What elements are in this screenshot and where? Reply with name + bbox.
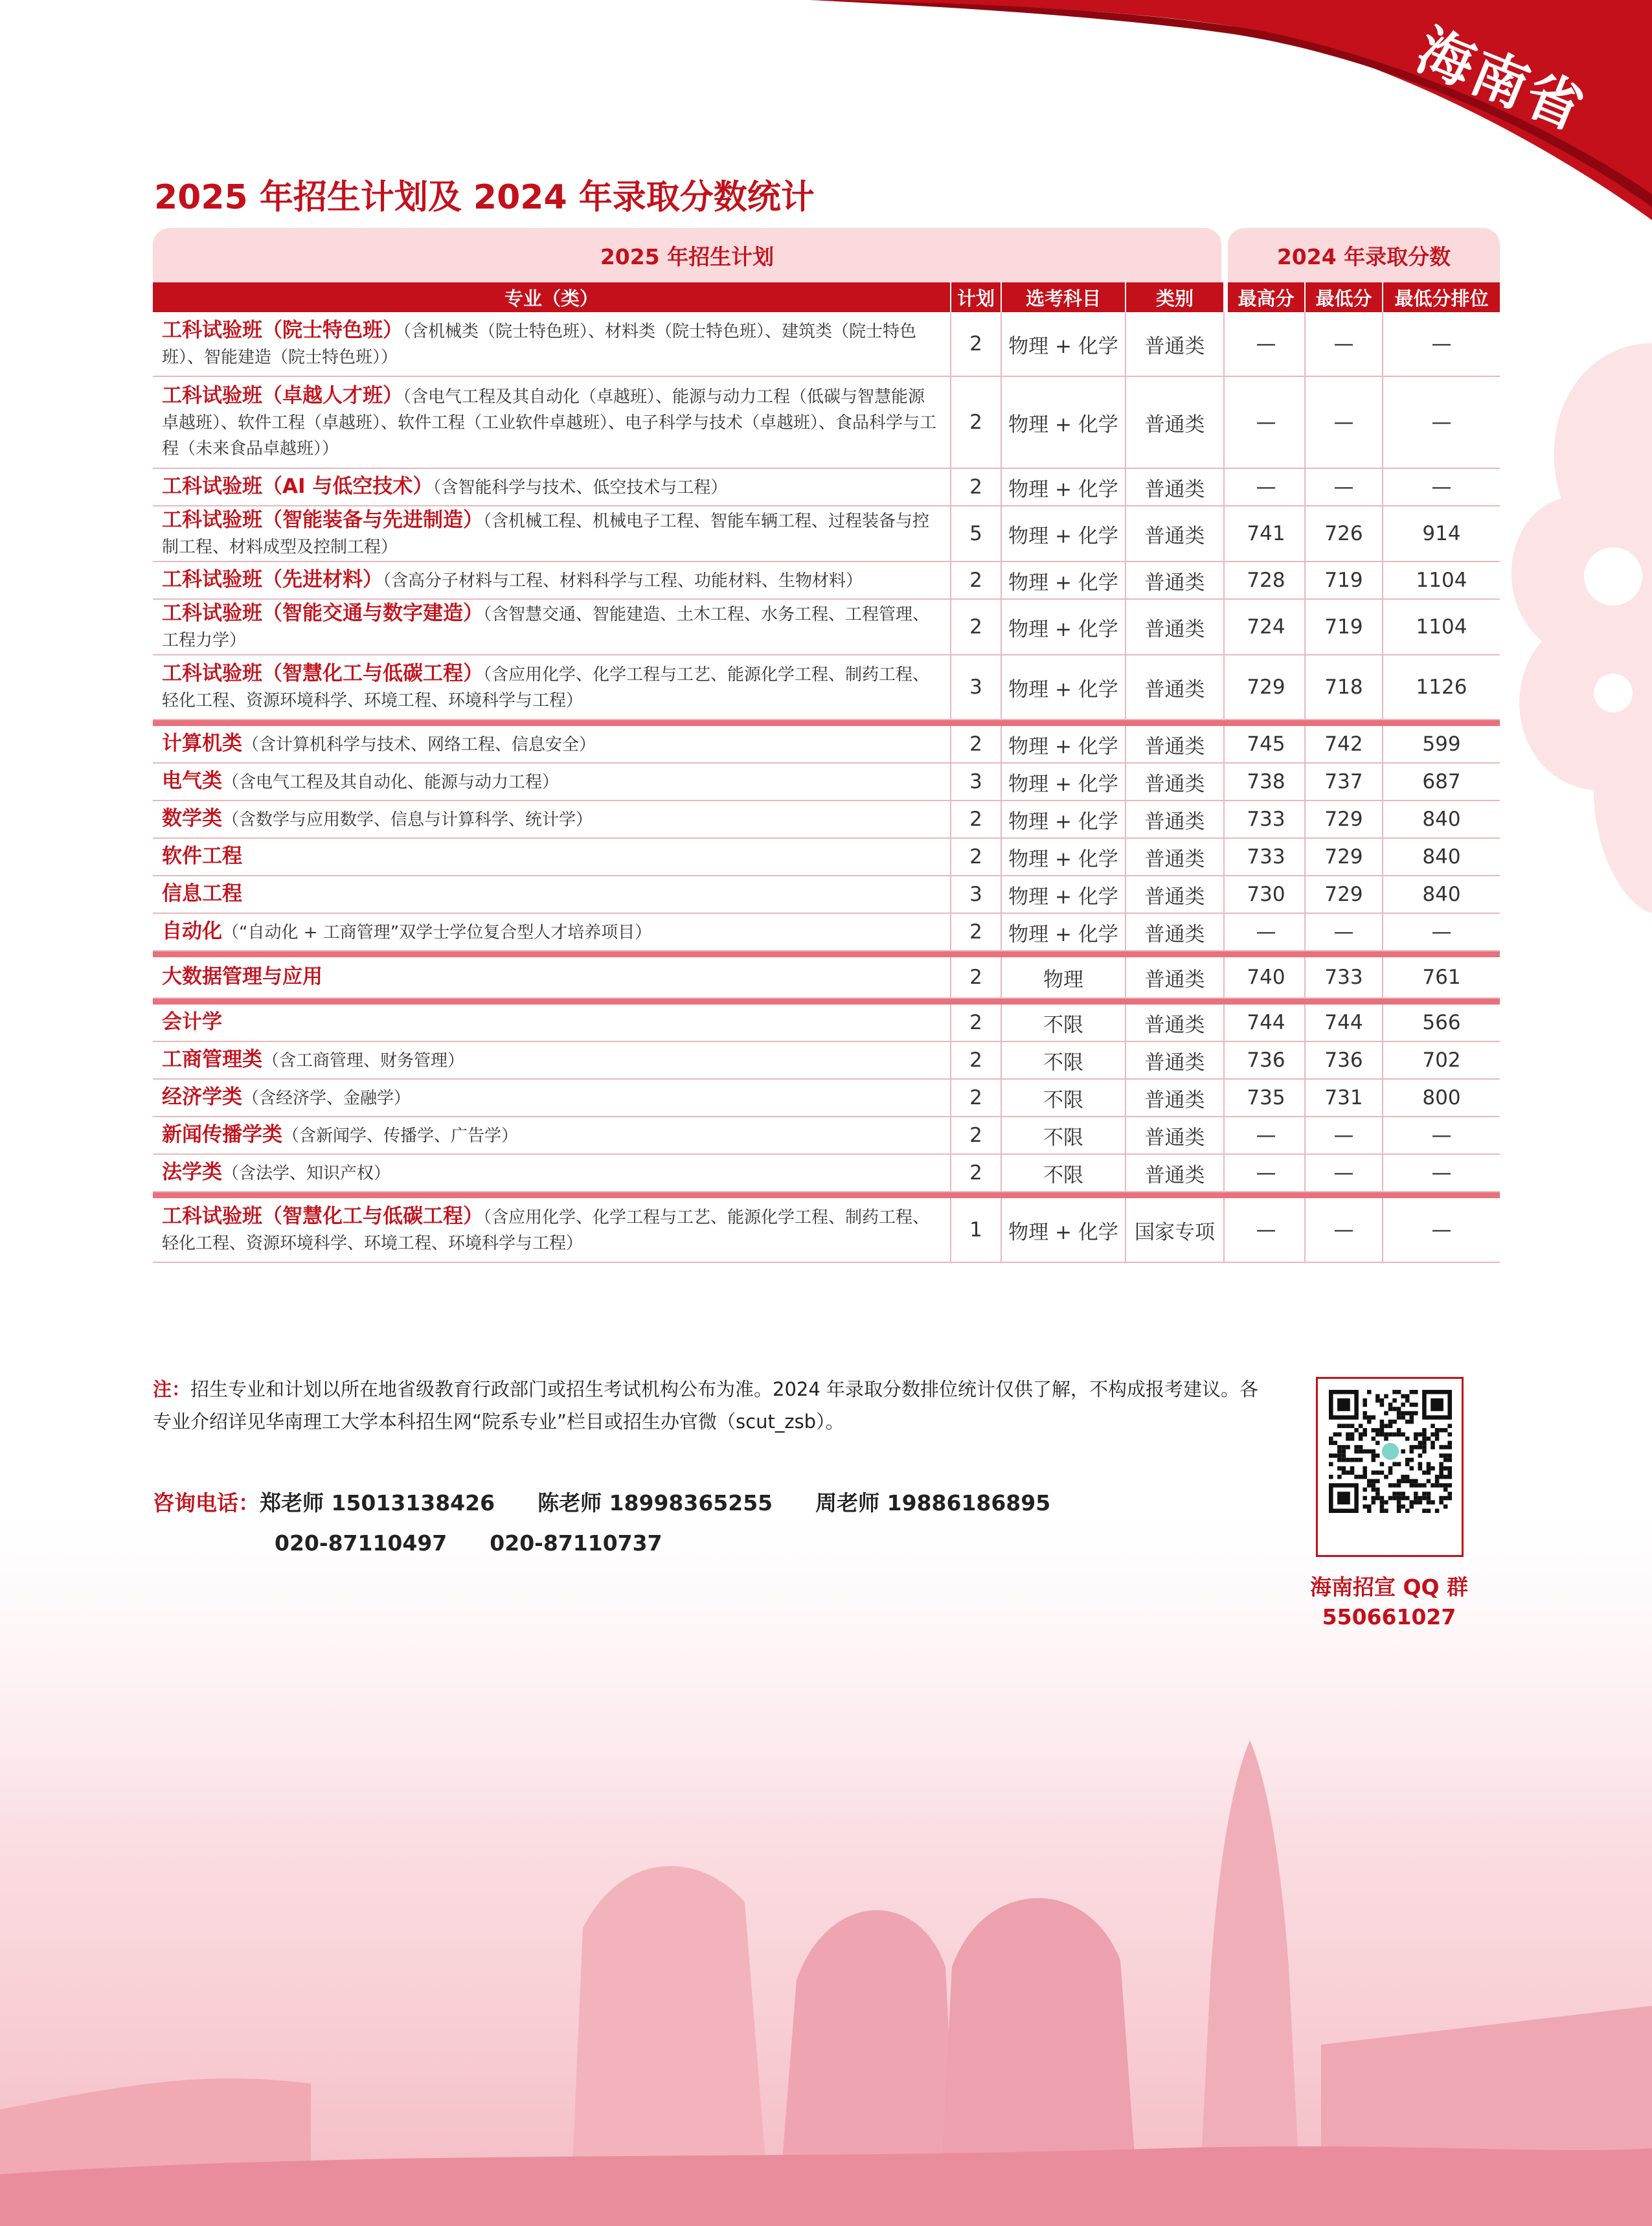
min-score-cell: 718 xyxy=(1306,655,1383,719)
max-score-cell: — xyxy=(1228,469,1306,505)
plan-cell: 2 xyxy=(951,1042,1002,1078)
subjects-cell: 不限 xyxy=(1002,1155,1126,1191)
min-rank-cell: — xyxy=(1431,1124,1452,1147)
admission-table xyxy=(153,228,1500,1263)
plan-cell: 2 xyxy=(951,312,1002,376)
max-score-cell: — xyxy=(1228,1198,1306,1262)
max-score-cell: 745 xyxy=(1228,726,1306,762)
plan-cell: 2 xyxy=(951,1155,1002,1191)
contact-phones: 郑老师 15013138426 陈老师 18998365255 周老师 19886186895 xyxy=(260,1490,1051,1516)
min-score-cell: 719 xyxy=(1306,600,1383,654)
qr-caption-number: 550661027 xyxy=(1322,1604,1456,1630)
subjects-cell: 物理 + 化学 xyxy=(1002,506,1126,561)
table-row xyxy=(153,469,1500,506)
table-row xyxy=(153,914,1500,951)
major-cell xyxy=(153,469,951,505)
qr-caption xyxy=(1289,1573,1489,1632)
subjects-cell: 不限 xyxy=(1002,1005,1126,1041)
plan-cell: 2 xyxy=(951,1117,1002,1153)
major-name: 计算机类 xyxy=(162,732,242,755)
table-row xyxy=(153,1042,1500,1080)
category-cell: 普通类 xyxy=(1126,839,1225,875)
column-header-row xyxy=(153,282,1500,312)
min-rank-cell: 761 xyxy=(1422,966,1461,989)
major-description: （含应用化学、化学工程与工艺、能源化学工程、制药工程、轻化工程、资源环境科学、环境工程、环境科学与工程） xyxy=(162,1208,930,1253)
major-cell xyxy=(153,377,951,468)
major-description: （“自动化 + 工商管理”双学士学位复合型人才培养项目） xyxy=(222,923,652,942)
table-row xyxy=(153,726,1500,764)
max-score-cell: — xyxy=(1228,1155,1306,1191)
major-description: （含机械类（院士特色班）、材料类（院士特色班）、建筑类（院士特色班）、智能建造（院士特色班）） xyxy=(162,322,917,367)
category-cell: 普通类 xyxy=(1126,1005,1225,1041)
major-name: 工商管理类 xyxy=(162,1048,262,1071)
subjects-cell: 物理 + 化学 xyxy=(1002,876,1126,913)
min-rank-cell: 840 xyxy=(1422,883,1461,906)
min-rank-cell: 702 xyxy=(1422,1049,1461,1072)
table-row xyxy=(153,312,1500,377)
page-title: 2025 年招生计划及 2024 年录取分数统计 xyxy=(154,178,815,217)
group-separator xyxy=(153,1192,1500,1198)
major-name: 软件工程 xyxy=(162,845,242,868)
major-cell xyxy=(153,1155,951,1191)
major-name: 数学类 xyxy=(162,807,222,830)
major-name: 工科试验班（智能交通与数字建造） xyxy=(162,602,483,625)
major-description: （含电气工程及其自动化、能源与动力工程） xyxy=(222,773,560,792)
col-min: 最低分 xyxy=(1306,282,1383,312)
min-score-cell: 719 xyxy=(1306,562,1383,598)
min-score-cell: 729 xyxy=(1306,839,1383,875)
plan-cell: 2 xyxy=(951,726,1002,762)
plan-2025-header: 2025 年招生计划 xyxy=(153,228,1221,282)
max-score-cell: — xyxy=(1228,914,1306,950)
min-rank-cell: — xyxy=(1431,332,1452,356)
table-row xyxy=(153,876,1500,914)
table-row xyxy=(153,801,1500,839)
table-row xyxy=(153,655,1500,720)
col-subjects: 选考科目 xyxy=(1002,282,1126,312)
major-description: （含工商管理、财务管理） xyxy=(262,1051,465,1071)
table-row xyxy=(153,1198,1500,1263)
flower-decoration xyxy=(1484,304,1652,952)
category-cell: 普通类 xyxy=(1126,876,1225,913)
category-cell: 普通类 xyxy=(1126,506,1225,561)
plan-cell: 2 xyxy=(951,801,1002,837)
table-row xyxy=(153,1155,1500,1192)
major-name: 信息工程 xyxy=(162,882,242,905)
major-name: 自动化 xyxy=(162,920,222,943)
plan-cell: 2 xyxy=(951,600,1002,654)
category-cell: 普通类 xyxy=(1126,562,1225,598)
subjects-cell: 物理 + 化学 xyxy=(1002,469,1126,505)
contact-label: 咨询电话： xyxy=(153,1490,260,1516)
min-score-cell: — xyxy=(1306,312,1383,376)
max-score-cell: 729 xyxy=(1228,655,1306,719)
major-description: （含经济学、金融学） xyxy=(242,1089,411,1108)
major-description: （含数学与应用数学、信息与计算科学、统计学） xyxy=(222,810,593,830)
category-cell: 普通类 xyxy=(1126,957,1225,997)
min-score-cell: 726 xyxy=(1306,506,1383,561)
max-score-cell: 736 xyxy=(1228,1042,1306,1078)
min-score-cell: 742 xyxy=(1306,726,1383,762)
min-rank-cell: 840 xyxy=(1422,845,1461,869)
max-score-cell: — xyxy=(1228,312,1306,376)
category-cell: 普通类 xyxy=(1126,1080,1225,1116)
major-cell xyxy=(153,801,951,837)
min-rank-cell: 599 xyxy=(1422,733,1461,756)
major-cell xyxy=(153,1005,951,1041)
major-description: （含应用化学、化学工程与工艺、能源化学工程、制药工程、轻化工程、资源环境科学、环境工程、环境科学与工程） xyxy=(162,665,930,710)
category-cell: 普通类 xyxy=(1126,1155,1225,1191)
major-cell xyxy=(153,1117,951,1153)
category-cell: 普通类 xyxy=(1126,312,1225,376)
min-rank-cell: — xyxy=(1431,1161,1452,1185)
category-cell: 普通类 xyxy=(1126,726,1225,762)
min-score-cell: — xyxy=(1306,1198,1383,1262)
plan-cell: 2 xyxy=(951,957,1002,997)
footnote-text: 招生专业和计划以所在地省级教育行政部门或招生考试机构公布为准。2024 年录取分数排位统计仅供了解，不构成报考建议。各专业介绍详见华南理工大学本科招生网“院系专业”栏目或招生办官微（scut_zsb）。 xyxy=(153,1378,1259,1433)
plan-cell: 5 xyxy=(951,506,1002,561)
major-description: （含智能科学与技术、低空技术与工程） xyxy=(433,478,728,497)
table-row xyxy=(153,1005,1500,1042)
major-name: 工科试验班（智慧化工与低碳工程） xyxy=(162,662,483,685)
subjects-cell: 物理 + 化学 xyxy=(1002,1198,1126,1262)
plan-cell: 2 xyxy=(951,1080,1002,1116)
min-rank-cell: — xyxy=(1431,411,1452,434)
min-rank-cell: 566 xyxy=(1422,1011,1461,1034)
subjects-cell: 物理 + 化学 xyxy=(1002,764,1126,800)
major-cell xyxy=(153,876,951,913)
plan-cell: 3 xyxy=(951,876,1002,913)
min-score-cell: 733 xyxy=(1306,957,1383,997)
max-score-cell: 728 xyxy=(1228,562,1306,598)
table-group-header xyxy=(153,228,1500,282)
major-cell xyxy=(153,914,951,950)
major-name: 新闻传播学类 xyxy=(162,1123,282,1146)
plan-cell: 3 xyxy=(951,655,1002,719)
major-name: 工科试验班（卓越人才班） xyxy=(162,384,403,407)
subjects-cell: 不限 xyxy=(1002,1080,1126,1116)
min-score-cell: — xyxy=(1306,1117,1383,1153)
major-description: （含新闻学、传播学、广告学） xyxy=(282,1126,519,1146)
min-score-cell: — xyxy=(1306,469,1383,505)
group-separator xyxy=(153,951,1500,957)
category-cell: 普通类 xyxy=(1126,764,1225,800)
major-cell xyxy=(153,1198,951,1262)
subjects-cell: 不限 xyxy=(1002,1117,1126,1153)
table-row xyxy=(153,1117,1500,1155)
min-rank-cell: — xyxy=(1431,920,1452,944)
min-score-cell: — xyxy=(1306,377,1383,468)
plan-cell: 3 xyxy=(951,764,1002,800)
category-cell: 普通类 xyxy=(1126,1117,1225,1153)
major-cell xyxy=(153,1080,951,1116)
table-row xyxy=(153,957,1500,999)
major-cell xyxy=(153,600,951,654)
col-max: 最高分 xyxy=(1228,282,1306,312)
subjects-cell: 物理 + 化学 xyxy=(1002,562,1126,598)
major-description: （含法学、知识产权） xyxy=(222,1164,391,1183)
min-rank-cell: 840 xyxy=(1422,808,1461,831)
major-name: 工科试验班（先进材料） xyxy=(162,568,383,591)
subjects-cell: 物理 + 化学 xyxy=(1002,914,1126,950)
subjects-cell: 物理 + 化学 xyxy=(1002,600,1126,654)
max-score-cell: 740 xyxy=(1228,957,1306,997)
plan-cell: 2 xyxy=(951,562,1002,598)
major-description: （含计算机科学与技术、网络工程、信息安全） xyxy=(242,735,596,755)
min-score-cell: 729 xyxy=(1306,801,1383,837)
plan-cell: 1 xyxy=(951,1198,1002,1262)
major-cell xyxy=(153,506,951,561)
min-rank-cell: 1104 xyxy=(1416,569,1467,592)
province-label: 海南省 xyxy=(1408,17,1594,144)
max-score-cell: 744 xyxy=(1228,1005,1306,1041)
major-name: 工科试验班（智能装备与先进制造） xyxy=(162,508,483,532)
major-cell xyxy=(153,312,951,376)
major-description: （含机械工程、机械电子工程、智能车辆工程、过程装备与控制工程、材料成型及控制工程） xyxy=(162,512,930,557)
major-name: 法学类 xyxy=(162,1161,222,1184)
max-score-cell: 738 xyxy=(1228,764,1306,800)
min-score-cell: 731 xyxy=(1306,1080,1383,1116)
subjects-cell: 物理 + 化学 xyxy=(1002,726,1126,762)
max-score-cell: 741 xyxy=(1228,506,1306,561)
col-major: 专业（类） xyxy=(153,282,951,312)
major-name: 工科试验班（院士特色班） xyxy=(162,319,403,342)
major-name: 会计学 xyxy=(162,1010,222,1034)
plan-cell: 2 xyxy=(951,377,1002,468)
max-score-cell: 733 xyxy=(1228,801,1306,837)
major-cell xyxy=(153,655,951,719)
min-score-cell: — xyxy=(1306,1155,1383,1191)
major-name: 工科试验班（智慧化工与低碳工程） xyxy=(162,1205,483,1228)
table-body xyxy=(153,312,1500,1263)
scores-2024-header: 2024 年录取分数 xyxy=(1228,228,1500,282)
min-score-cell: — xyxy=(1306,914,1383,950)
col-rank: 最低分排位 xyxy=(1394,287,1489,310)
major-cell xyxy=(153,839,951,875)
min-score-cell: 744 xyxy=(1306,1005,1383,1041)
major-cell xyxy=(153,957,951,997)
category-cell: 国家专项 xyxy=(1126,1198,1225,1262)
plan-cell: 2 xyxy=(951,839,1002,875)
major-name: 经济学类 xyxy=(162,1085,242,1109)
subjects-cell: 物理 + 化学 xyxy=(1002,377,1126,468)
subjects-cell: 物理 + 化学 xyxy=(1002,801,1126,837)
category-cell: 普通类 xyxy=(1126,377,1225,468)
plan-cell: 2 xyxy=(951,469,1002,505)
category-cell: 普通类 xyxy=(1126,801,1225,837)
category-cell: 普通类 xyxy=(1126,1042,1225,1078)
major-name: 大数据管理与应用 xyxy=(162,965,322,988)
major-cell xyxy=(153,726,951,762)
footnote-label: 注： xyxy=(153,1378,191,1400)
min-score-cell: 729 xyxy=(1306,876,1383,913)
subjects-cell: 物理 + 化学 xyxy=(1002,655,1126,719)
max-score-cell: 724 xyxy=(1228,600,1306,654)
min-rank-cell: 687 xyxy=(1422,770,1461,793)
subjects-cell: 物理 + 化学 xyxy=(1002,839,1126,875)
min-rank-cell: 1126 xyxy=(1416,676,1467,699)
major-name: 电气类 xyxy=(162,769,222,793)
footnote xyxy=(153,1373,1267,1438)
table-row xyxy=(153,600,1500,655)
major-description: （含高分子材料与工程、材料科学与工程、功能材料、生物材料） xyxy=(383,571,863,591)
major-cell xyxy=(153,764,951,800)
major-description: （含智慧交通、智能建造、土木工程、水务工程、工程管理、工程力学） xyxy=(162,605,930,650)
min-rank-cell: 914 xyxy=(1422,522,1461,545)
group-separator xyxy=(153,999,1500,1005)
group-separator xyxy=(153,720,1500,726)
table-row xyxy=(153,839,1500,876)
table-row xyxy=(153,377,1500,469)
plan-cell: 2 xyxy=(951,914,1002,950)
min-score-cell: 737 xyxy=(1306,764,1383,800)
qr-code-frame[interactable] xyxy=(1316,1377,1464,1557)
category-cell: 普通类 xyxy=(1126,600,1225,654)
min-rank-cell: — xyxy=(1431,1218,1452,1242)
max-score-cell: — xyxy=(1228,377,1306,468)
table-row xyxy=(153,506,1500,562)
contact-line-2: 020-87110497 020-87110737 xyxy=(275,1530,662,1556)
plan-cell: 2 xyxy=(951,1005,1002,1041)
subjects-cell: 物理 + 化学 xyxy=(1002,312,1126,376)
col-category: 类别 xyxy=(1126,282,1225,312)
col-plan: 计划 xyxy=(951,282,1002,312)
table-row xyxy=(153,562,1500,600)
contact-info xyxy=(153,1483,1050,1563)
max-score-cell: — xyxy=(1228,1117,1306,1153)
major-cell xyxy=(153,1042,951,1078)
major-cell xyxy=(153,562,951,598)
max-score-cell: 730 xyxy=(1228,876,1306,913)
min-rank-cell: — xyxy=(1431,475,1452,499)
qr-code-image[interactable] xyxy=(1329,1390,1452,1513)
category-cell: 普通类 xyxy=(1126,655,1225,719)
category-cell: 普通类 xyxy=(1126,914,1225,950)
major-name: 工科试验班（AI 与低空技术） xyxy=(162,475,433,498)
subjects-cell: 不限 xyxy=(1002,1042,1126,1078)
subjects-cell: 物理 xyxy=(1002,957,1126,997)
table-row xyxy=(153,764,1500,801)
max-score-cell: 735 xyxy=(1228,1080,1306,1116)
min-rank-cell: 800 xyxy=(1422,1086,1461,1109)
min-rank-cell: 1104 xyxy=(1416,615,1467,639)
table-row xyxy=(153,1080,1500,1117)
qr-caption-title: 海南招宣 QQ 群 xyxy=(1309,1574,1469,1600)
category-cell: 普通类 xyxy=(1126,469,1225,505)
max-score-cell: 733 xyxy=(1228,839,1306,875)
major-description: （含电气工程及其自动化（卓越班）、能源与动力工程（低碳与智慧能源卓越班）、软件工程（卓越班）、软件工程（工业软件卓越班）、电子科学与技术（卓越班）、食品科学与工程（未来食品卓越班）） xyxy=(162,387,937,459)
min-score-cell: 736 xyxy=(1306,1042,1383,1078)
contact-line-1 xyxy=(153,1483,1050,1523)
